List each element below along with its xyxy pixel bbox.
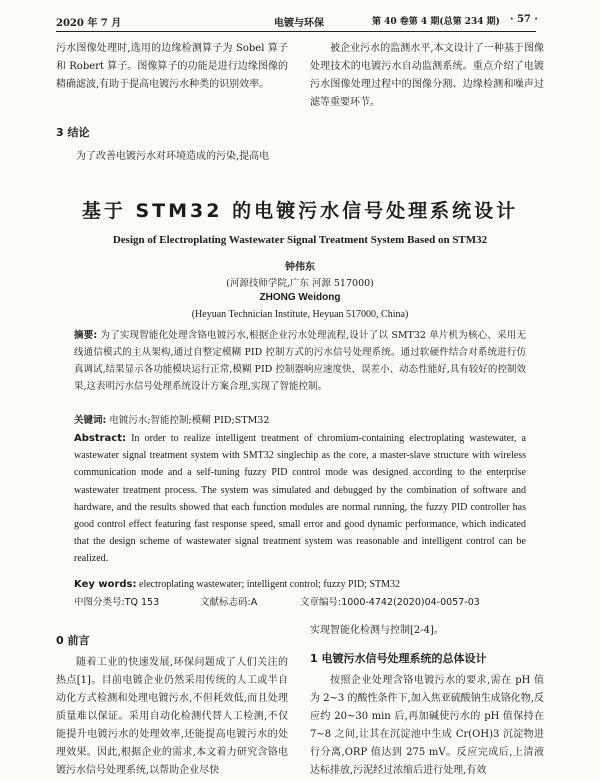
article-title-cn: 基于 STM32 的电镀污水信号处理系统设计 — [81, 200, 519, 222]
clc-number: 中图分类号:TQ 153 — [74, 597, 160, 608]
keywords-cn-label: 关键词: — [74, 415, 107, 426]
section-0-heading: 0 前言 — [56, 634, 90, 647]
conclusion-heading: 3 结论 — [56, 126, 90, 139]
keywords-cn — [74, 412, 526, 429]
author-en: ZHONG Weidong — [259, 292, 341, 303]
top-right-paragraph: 被企业污水的监测水平,本文设计了一种基于图像处理技术的电镀污水自动监测系统。重点介绍了电镀污水图像处理过程中的图像分割、边缘检测和噪声过滤等重要环节。 — [310, 43, 544, 108]
keywords-en-label: Key words: — [74, 579, 137, 590]
section-0-paragraph: 随着工业的快速发展,环保问题成了人们关注的热点[1]。目前电镀企业仍然采用传统的人工或半自动化方式检测和处理电镀污水,不但耗效低,而且处理质量难以保证。采用自动化检测代替人工检测,不仅能提升电镀污水的处理效率,还能提高电镀污水的处理效果。因此,根据企业的需求,本文着力研究含铬电镀污水信号处理系统,以帮助企业尽快 — [56, 657, 288, 776]
header-date: 2020 年 7 月 — [56, 18, 122, 29]
abstract-cn-text: 为了实现智能化处理含铬电镀污水,根据企业污水处理流程,设计了以 SMT32 单片机为核心、采用无线通信模式的主从架构,通过自整定模糊 PID 控制方式的污水信号处理系统。通过软硬件结合对系统进行仿真调试,结果显示各功能模块运行正常,模糊 PID 控制器响应速度快、误差小、动态性能好,具有较好的控制效果,这表明污水信号处理系统设计方案合理,实现了智能控制。 — [74, 330, 526, 392]
header-rule — [56, 31, 536, 32]
affiliation-en: (Heyuan Technician Institute, Heyuan 517000, China) — [191, 309, 409, 320]
article-title-en: Design of Electroplating Wastewater Signal Treatment System Based on STM32 — [112, 234, 488, 246]
running-header — [0, 0, 600, 34]
header-issue: 第 40 卷第 4 期(总第 234 期) — [372, 17, 500, 27]
abstract-en — [74, 430, 526, 568]
section-1-heading: 1 电镀污水信号处理系统的总体设计 — [310, 652, 487, 665]
affiliation-cn: (河源技师学院,广东 河源 517000) — [226, 278, 374, 289]
header-page-number: · 57 · — [510, 14, 538, 25]
author-cn: 钟伟东 — [285, 262, 315, 273]
abstract-en-text: In order to realize intelligent treatment of chromium-containing electroplating wastewater, a wastewater signal treatment system with SMT32 singlechip as the core, a master-slave structure with wireless communication mode and a self-tuning fuzzy PID control mode was designed according to the enterprise wastewater treatment process. The system was simulated and debugged by the combination of software and hardware, and the results showed that each function modules are normal running, the fuzzy PID controller has good control effect featuring fast response speed, small error and good dynamic performance, which indicated that the design scheme of wastewater signal treatment system was reasonable and intelligent control can be realized. — [74, 433, 526, 565]
abstract-en-label: Abstract: — [74, 433, 127, 444]
keywords-cn-text: 电镀污水;智能控制;模糊 PID;STM32 — [109, 415, 270, 426]
document-code: 文献标志码:A — [200, 597, 258, 608]
article-number: 文章编号:1000-4742(2020)04-0057-03 — [300, 597, 480, 608]
keywords-en-text: electroplating wastewater; intelligent control; fuzzy PID; STM32 — [139, 579, 401, 590]
abstract-cn — [74, 327, 526, 395]
top-left-paragraph: 污水图像处理时,选用的边缘检测算子为 Sobel 算子和 Robert 算子。图像算子的功能是进行边缘图像的精确滤波,有助于提高电镀污水种类的识别效率。 — [56, 43, 288, 90]
conclusion-paragraph: 为了改善电镀污水对环境造成的污染,提高电 — [76, 151, 270, 162]
abstract-cn-label: 摘要: — [74, 330, 98, 341]
header-journal: 电镀与环保 — [274, 18, 324, 29]
right-intro-line: 实现智能化检测与控制[2-4]。 — [310, 625, 444, 636]
section-1-paragraph: 按照企业处理含铬电镀污水的要求,需在 pH 值为 2~3 的酸性条件下,加入焦亚硫酸钠生成铬化物,反应约 20~30 min 后,再加碱使污水的 pH 值保持在 7~8 之间,让其在沉淀池中生成 Cr(OH)3 沉淀物进行分离,ORP 值达到 275 mV。反应完成后,上清液达标排放,污泥经过浓缩后进行处理,有效 — [310, 675, 544, 776]
keywords-en — [74, 576, 526, 593]
